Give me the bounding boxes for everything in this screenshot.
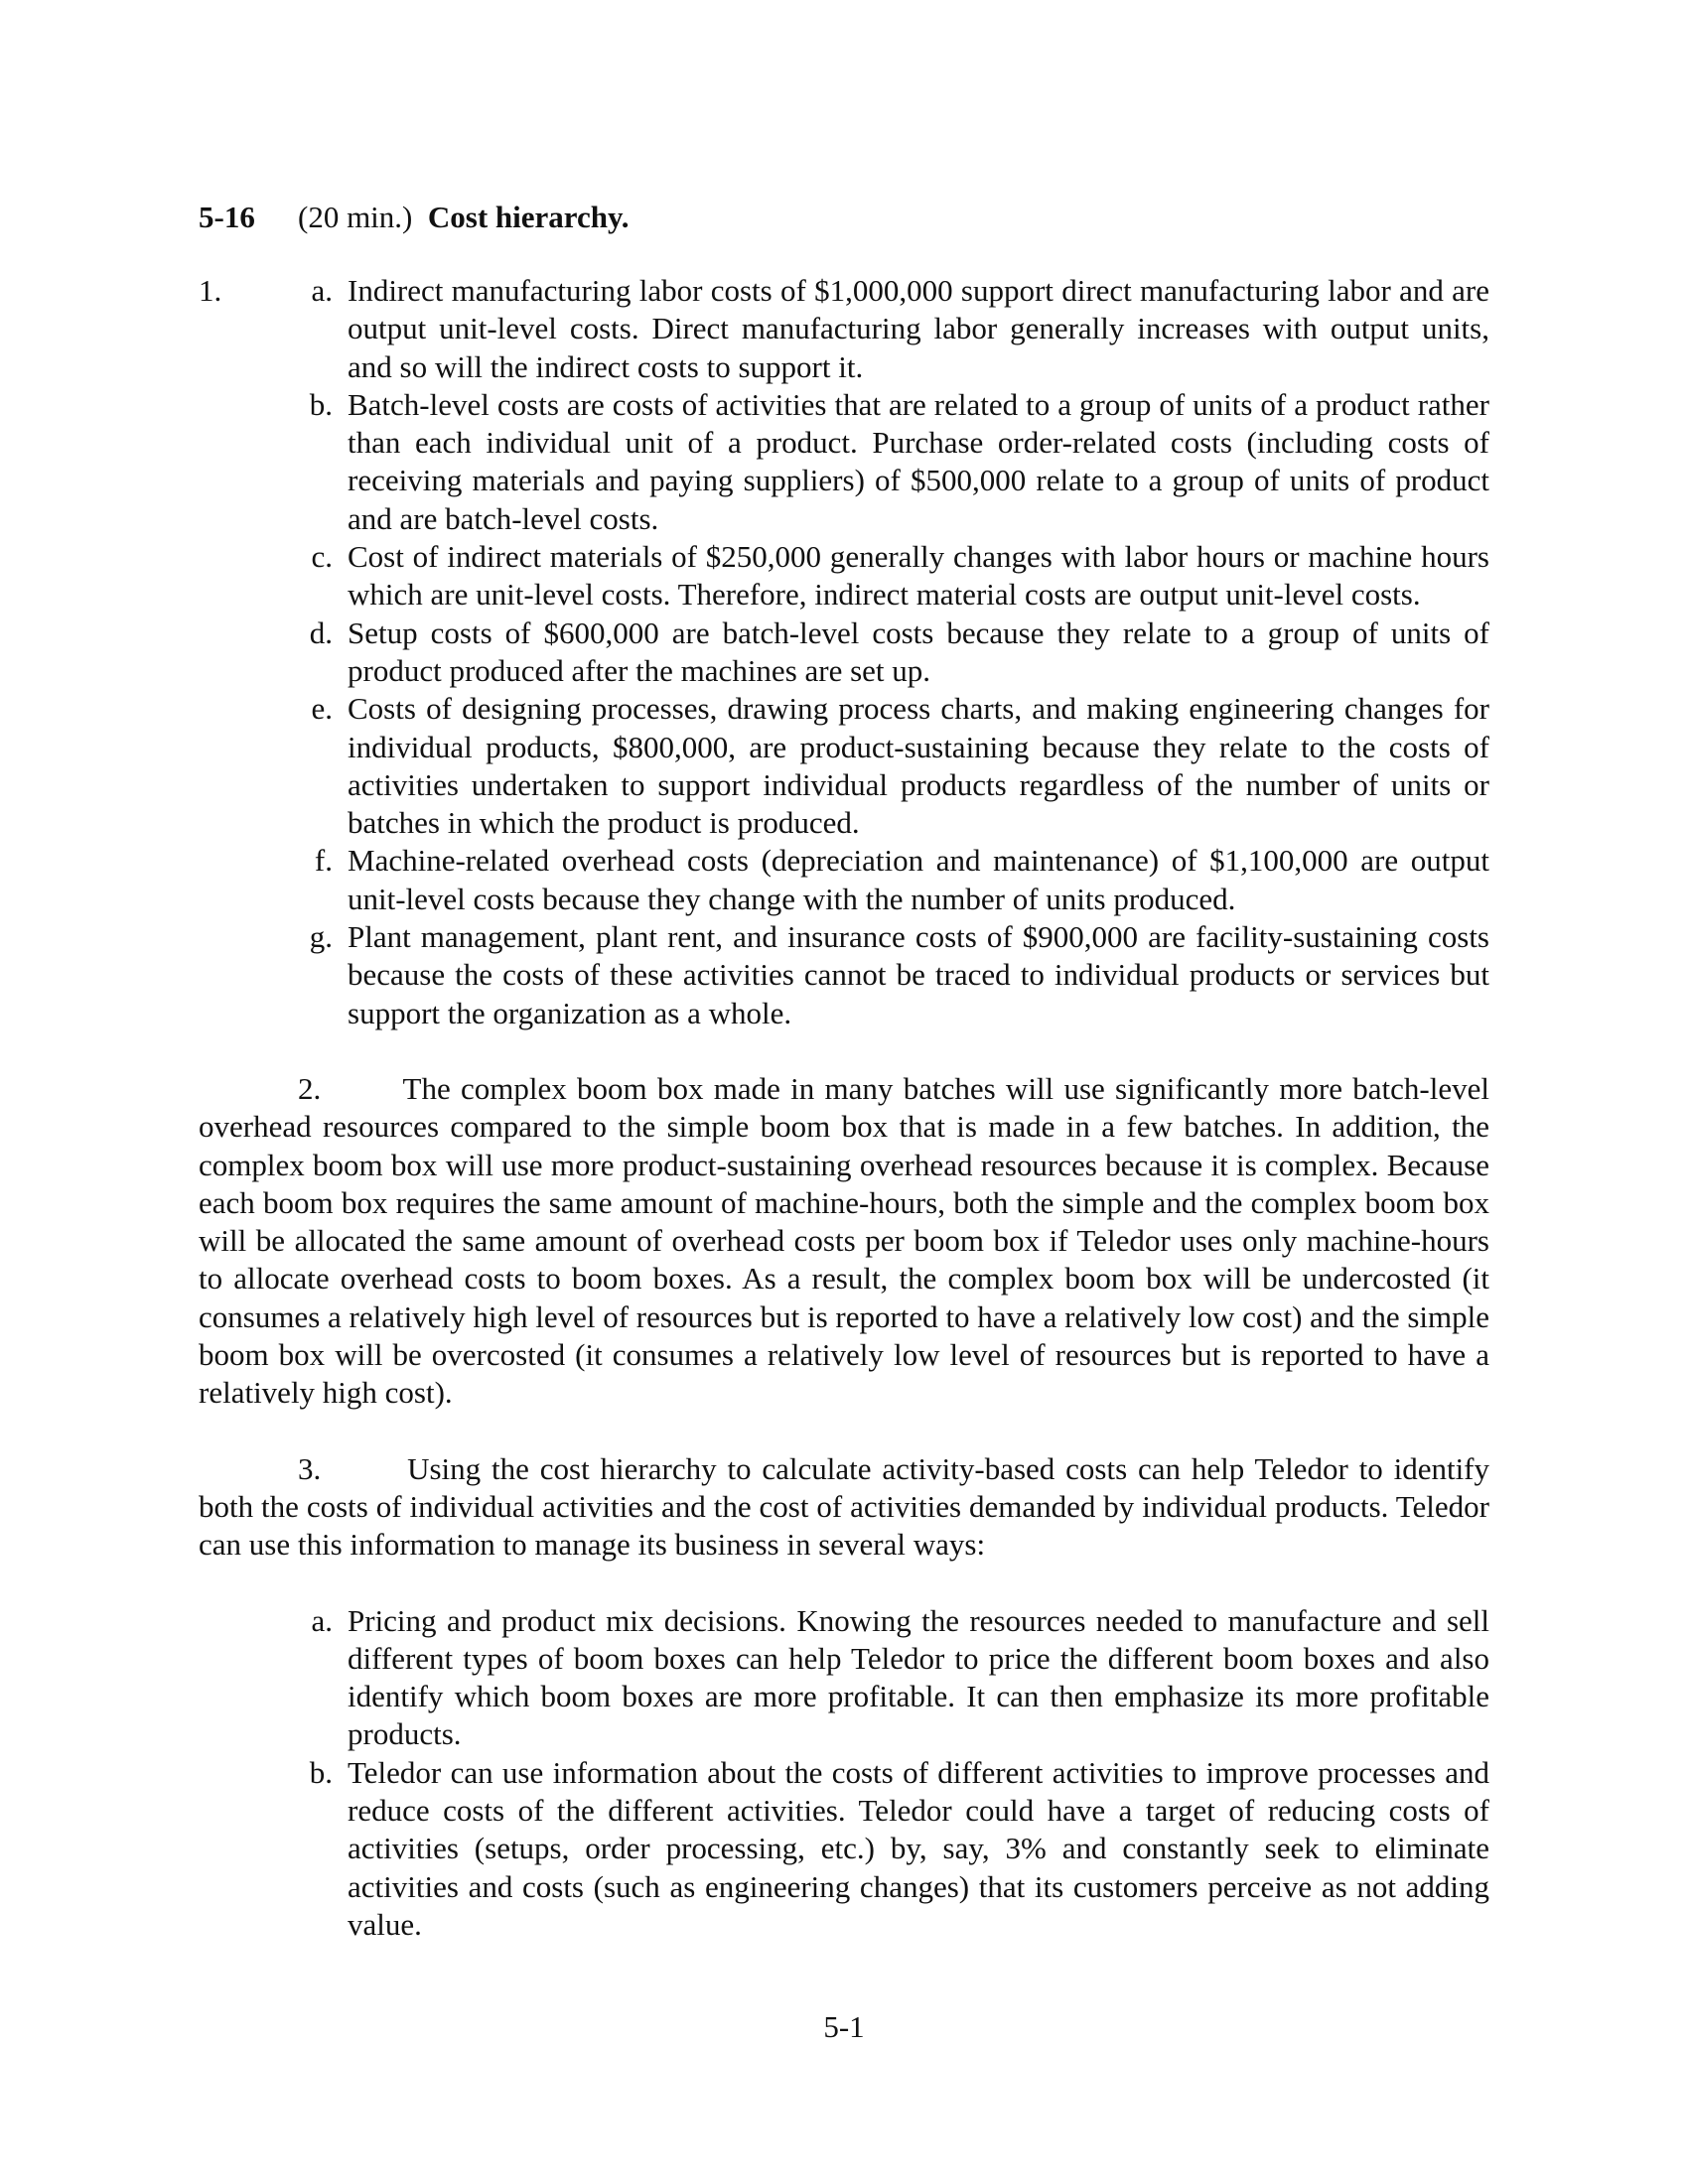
problem-time: (20 min.): [298, 200, 413, 234]
page-number: 5-1: [823, 2009, 865, 2044]
item-letter: e.: [311, 691, 333, 727]
section-1-number: 1.: [199, 273, 222, 308]
item-text: Indirect manufacturing labor costs of $1,000,000 support direct manufacturing labor and are output unit-level costs. Direct manufacturing labor generally increases with output units, and so will the indirect costs to support it.: [348, 273, 1489, 384]
item-text: Machine-related overhead costs (depreciation and maintenance) of $1,100,000 are output unit-level costs because they change with the number of units produced.: [348, 843, 1489, 916]
problem-heading: [199, 199, 1489, 236]
section-3-list: [199, 1602, 1489, 1945]
item-letter: b.: [309, 386, 333, 422]
section-2: [199, 1070, 1489, 1413]
item-letter: d.: [309, 614, 333, 650]
item-text: Plant management, plant rent, and insurance costs of $900,000 are facility-sustaining costs because the costs of these activities cannot be traced to individual products or services but support the organization as a whole.: [348, 919, 1489, 1030]
section-1-item-d: [199, 614, 1489, 691]
section-2-text: The complex boom box made in many batches will use significantly more batch-level overhead resources compared to the simple boom box that is made in a few batches. In addition, the complex boom box will use more product-sustaining overhead resources because it is complex. Because each boom box requires the same amount of machine-hours, both the simple and the complex boom box will be allocated the same amount of overhead costs per boom box if Teledor uses only machine-hours to allocate overhead costs to boom boxes. As a result, the complex boom box will be undercosted (it consumes a relatively high level of resources but is reported to have a relatively low cost) and the simple boom box will be overcosted (it consumes a relatively low level of resources but is reported to have a relatively high cost).: [199, 1070, 1489, 1411]
section-3: [199, 1450, 1489, 1565]
item-letter: c.: [311, 539, 333, 575]
section-1-item-b: [199, 386, 1489, 538]
item-text: Setup costs of $600,000 are batch-level costs because they relate to a group of units of product produced after the machines are set up.: [348, 614, 1489, 688]
problem-number: 5-16: [199, 200, 255, 234]
section-1-item-a: [199, 272, 1489, 386]
section-3-text: Using the cost hierarchy to calculate activity-based costs can help Teledor to identify both the costs of individual activities and the cost of activities demanded by individual products. Teledor can use this information to manage its business in several ways:: [199, 1450, 1490, 1563]
item-letter: a.: [311, 1602, 333, 1638]
section-1-item-c: [199, 538, 1489, 614]
item-text: Teledor can use information about the costs of different activities to improve processes and reduce costs of the different activities. Teledor could have a target of reducing costs of activities (setups, order processing, etc.) by, say, 3% and constantly seek to eliminate activities and costs (such as engineering changes) that its customers perceive as not adding value.: [348, 1754, 1489, 1942]
section-1-list: [199, 272, 1489, 1032]
section-1-item-e: [199, 690, 1489, 842]
item-letter: f.: [314, 843, 333, 879]
section-1-item-f: [199, 842, 1489, 918]
item-text: Pricing and product mix decisions. Knowing the resources needed to manufacture and sell different types of boom boxes can help Teledor to price the different boom boxes and also identify which boom boxes are more profitable. It can then emphasize its more profitable products.: [348, 1602, 1489, 1752]
item-letter: g.: [309, 919, 333, 955]
item-text: Costs of designing processes, drawing process charts, and making engineering changes for individual products, $800,000, are product-sustaining because they relate to the costs of activities undertaken to support individual products regardless of the number of units or batches in which the product is produced.: [348, 691, 1489, 841]
section-1-item-g: [199, 918, 1489, 1032]
section-3-item-b: [199, 1754, 1489, 1944]
section-1: [199, 272, 1489, 1032]
section-2-number: 2.: [298, 1070, 322, 1106]
item-text: Cost of indirect materials of $250,000 generally changes with labor hours or machine hours which are unit-level costs. Therefore, indirect material costs are output unit-level costs.: [348, 539, 1489, 613]
item-letter: a.: [311, 273, 333, 308]
section-3-number: 3.: [298, 1450, 322, 1486]
item-text: Batch-level costs are costs of activities that are related to a group of units of a product rather than each individual unit of a product. Purchase order-related costs (including costs of receiving materials and paying suppliers) of $500,000 relate to a group of units of product and are batch-level costs.: [348, 386, 1489, 536]
problem-title: Cost hierarchy.: [427, 200, 630, 234]
section-3-item-a: [199, 1602, 1489, 1754]
document-page: [199, 199, 1489, 2065]
section-3-list-wrap: [199, 1602, 1489, 1945]
item-letter: b.: [309, 1754, 333, 1790]
